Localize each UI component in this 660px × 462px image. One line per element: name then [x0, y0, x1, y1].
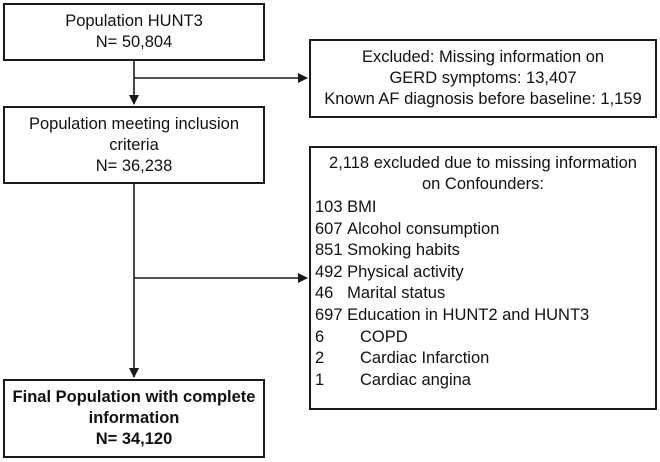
inclusion-count: N= 36,238 [95, 156, 173, 175]
confounder-item: 6 COPD [315, 327, 408, 346]
final-population-box [3, 379, 265, 458]
excluded-confounders-box [309, 146, 657, 410]
final-line-2: information [88, 409, 180, 427]
inclusion-line-1: Population meeting inclusion [28, 114, 240, 133]
excluded-first-line-1: Excluded: Missing information on [361, 48, 605, 66]
inclusion-line-2: criteria [109, 135, 159, 154]
excluded-first-line-2: GERD symptoms: 13,407 [389, 69, 577, 87]
population-count: N= 50,804 [95, 33, 173, 51]
excluded-first-box [309, 39, 657, 118]
confounder-list [311, 197, 655, 391]
confounder-item: 103 BMI [315, 198, 377, 216]
confounder-item: 46 Marital status [315, 284, 446, 303]
population-box [3, 3, 265, 61]
inclusion-box [3, 106, 265, 184]
confounder-item: 607 Alcohol consumption [315, 219, 500, 238]
confounder-item: 851 Smoking habits [315, 241, 460, 260]
confounders-header-line-2: on Confounders: [421, 175, 544, 193]
confounder-item: 492 Physical activity [315, 262, 464, 281]
confounder-item: 1 Cardiac angina [315, 370, 471, 389]
confounder-item: 697 Education in HUNT2 and HUNT3 [315, 305, 590, 324]
population-title: Population HUNT3 [65, 12, 203, 30]
final-line-1: Final Population with complete [12, 388, 256, 406]
confounders-header-line-1: 2,118 excluded due to missing information [329, 154, 637, 172]
final-count: N= 34,120 [95, 430, 173, 448]
excluded-first-line-3: Known AF diagnosis before baseline: 1,159 [324, 90, 642, 108]
confounder-item: 2 Cardiac Infarction [315, 349, 490, 368]
